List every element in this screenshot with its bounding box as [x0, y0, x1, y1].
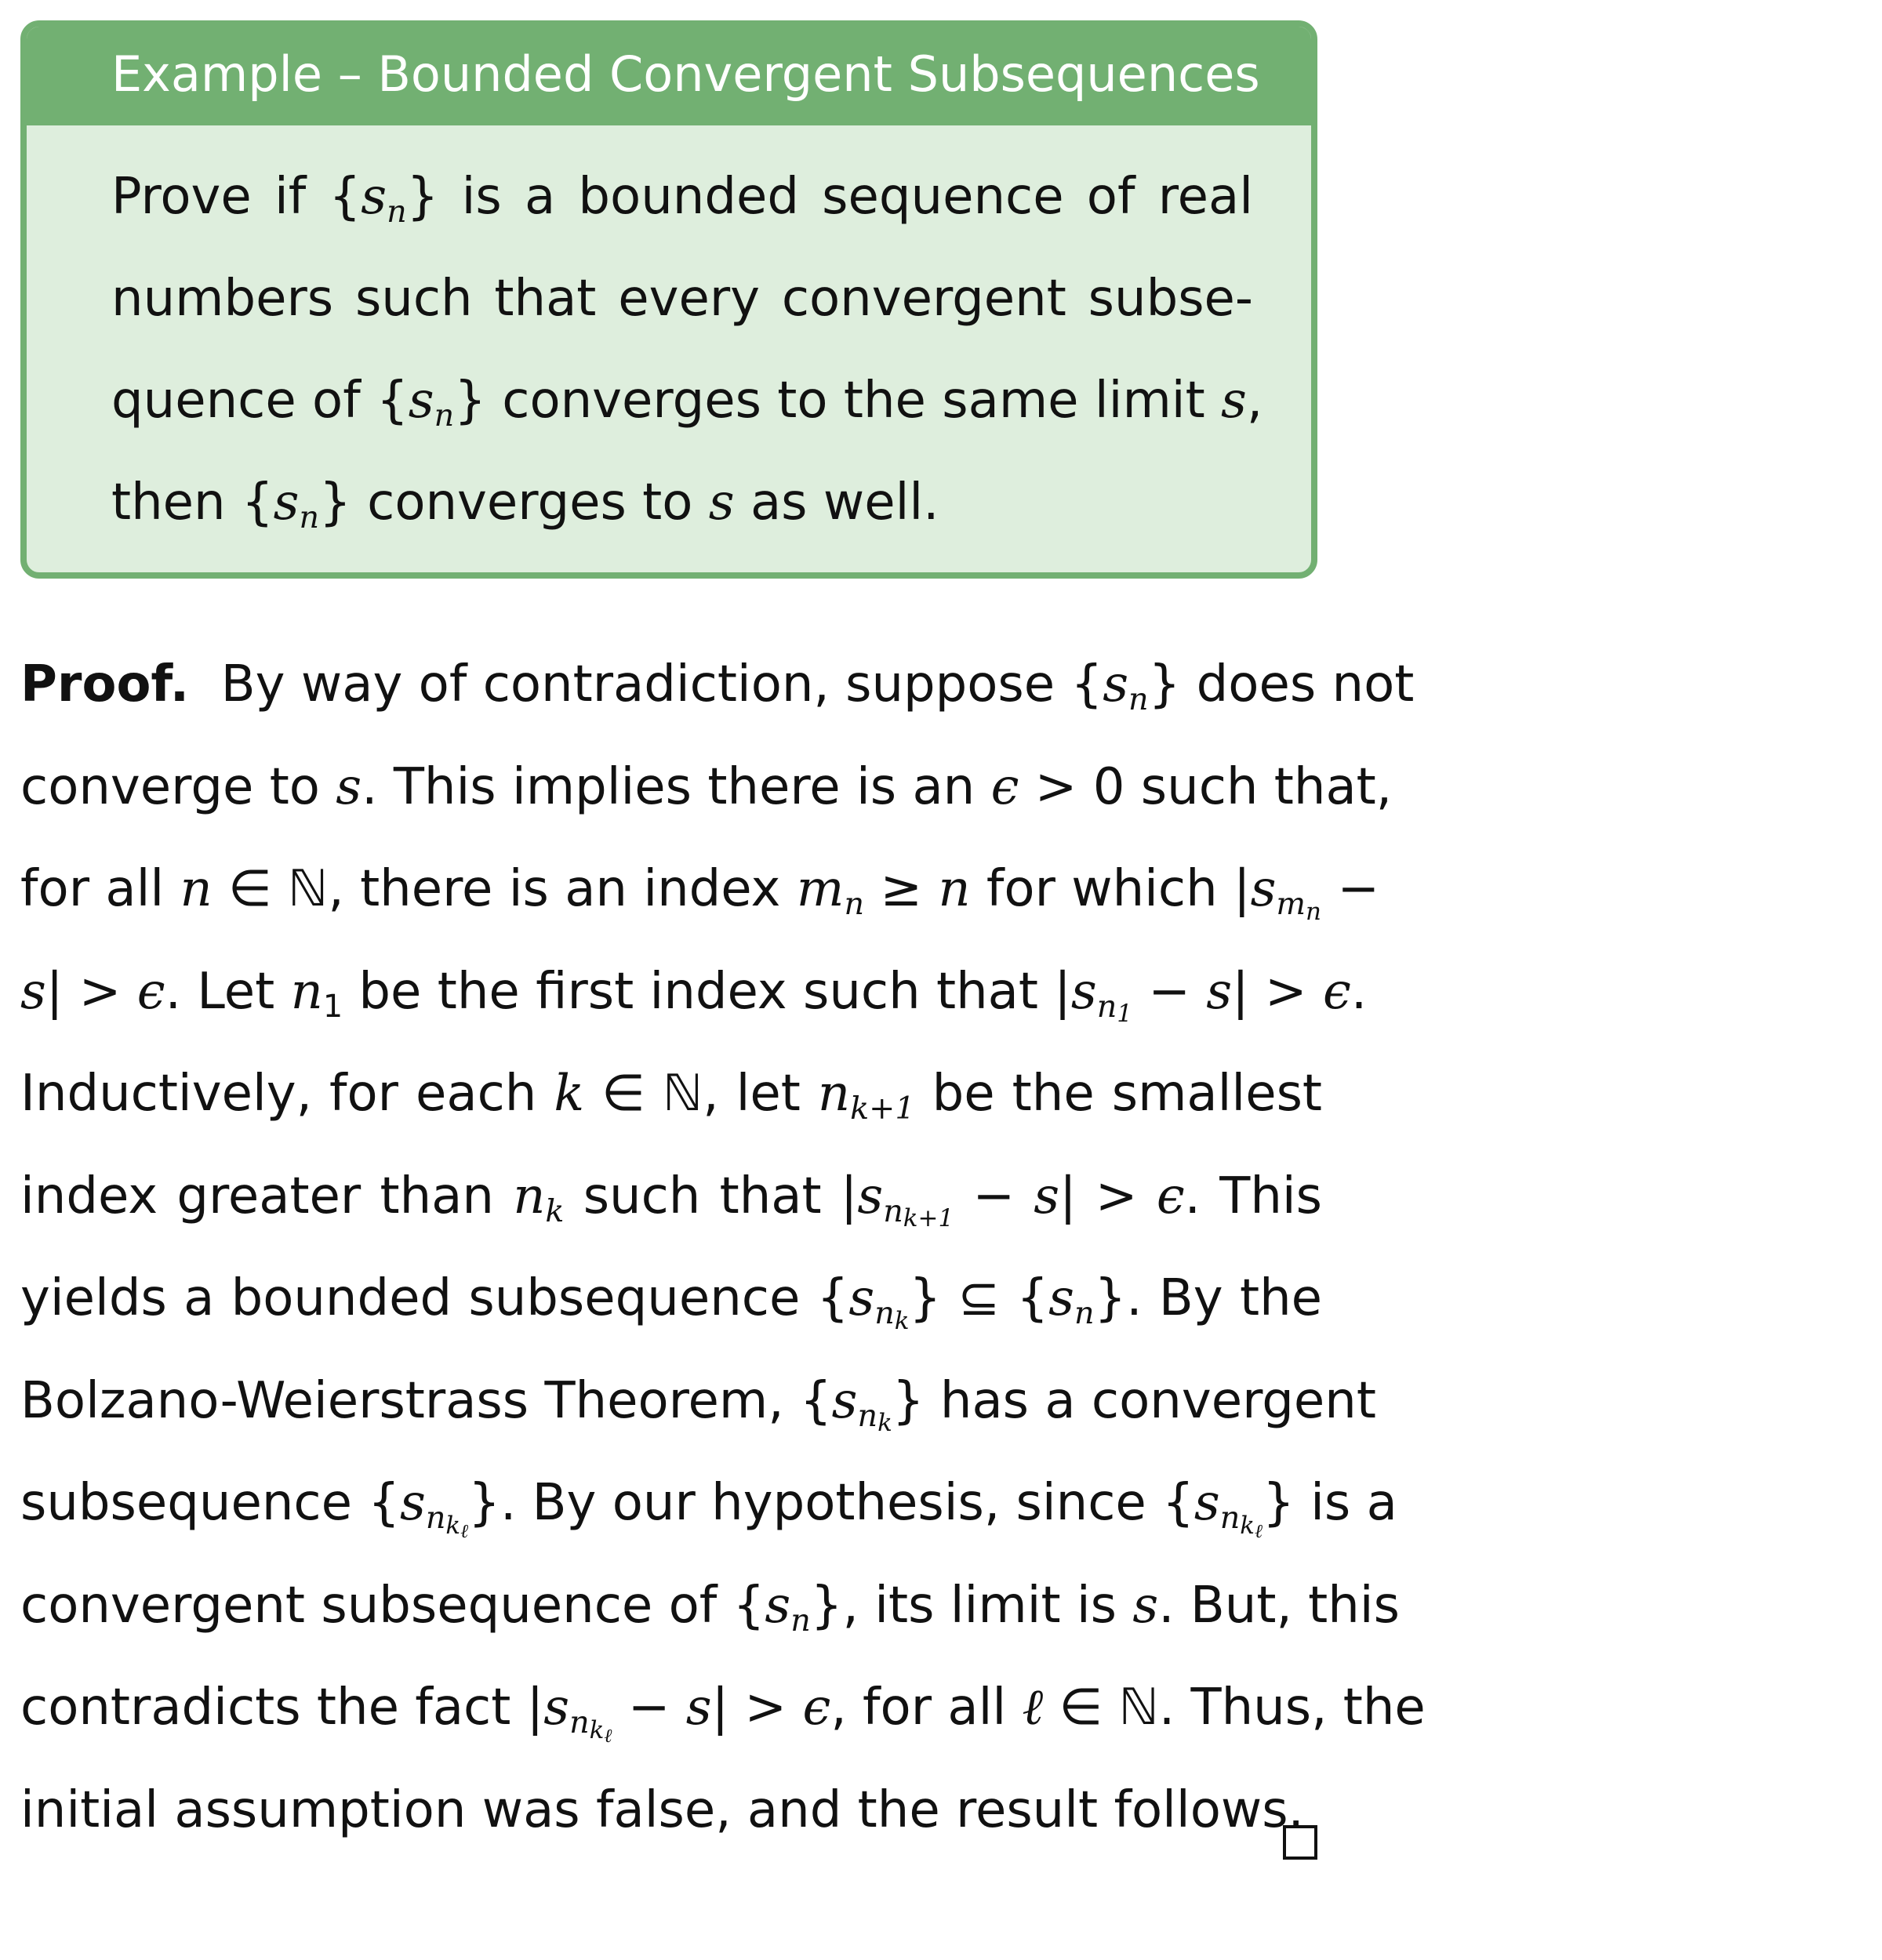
proof-line: s| > ϵ. Let $n_1$ be the first index such that $|s_{n_1} - s| > \epsilon$.	[20, 962, 1368, 1029]
qed-symbol	[1283, 1825, 1317, 1863]
example-statement	[111, 146, 1263, 554]
proof-line: contradicts the fact $|s_{n_{k_\ell}} - s| > \epsilon$, for all ℓ ∈ ℕ. Thus, the	[20, 1679, 1426, 1748]
proof-line: subsequence $\{s_{n_{k_\ell}}\}$. By our hypothesis, since $\{s_{n_{k_\ell}}\}$ is a	[20, 1474, 1397, 1543]
proof-line: convergent subsequence of $\{s_n\}$, its limit is s. But, this	[20, 1576, 1400, 1639]
statement-line: Prove if $\{s_n\}$ is a bounded sequence of real	[111, 168, 1253, 230]
proof-line: initial assumption was false, and the result follows.	[20, 1780, 1304, 1839]
example-box	[20, 20, 1317, 579]
qed-square-icon	[1283, 1825, 1317, 1860]
statement-line: quence of $\{s_n\}$ converges to the same limit s,	[111, 372, 1263, 434]
proof-line: index greater than $n_k$ such that $|s_{n_{k+1}} - s| > \epsilon$. This	[20, 1167, 1323, 1233]
proof-line: yields a bounded subsequence $\{s_{n_k}\}$ ⊆ $\{s_n\}$. By the	[20, 1269, 1322, 1335]
proof-line: for all n ∈ ℕ, there is an index $m_n \ge n$ for which $|s_{m_n}$ −	[20, 860, 1379, 926]
proof-line: Proof. By way of contradiction, suppose $\{s_n\}$ does not	[20, 655, 1415, 718]
proof-label: Proof.	[20, 655, 190, 713]
statement-line: then $\{s_n\}$ converges to s as well.	[111, 474, 939, 536]
proof-line: Inductively, for each k ∈ ℕ, let $n_{k+1}$ be the smallest	[20, 1065, 1323, 1127]
proof-paragraph	[20, 633, 1426, 1861]
statement-line: numbers such that every convergent subse-	[111, 270, 1253, 328]
proof-line: converge to s. This implies there is an ϵ > 0 such that,	[20, 757, 1393, 816]
proof-line: Bolzano-Weierstrass Theorem, $\{s_{n_k}\}$ has a convergent	[20, 1371, 1376, 1438]
example-header	[27, 27, 1311, 125]
example-title: Example – Bounded Convergent Subsequences	[111, 45, 1260, 103]
